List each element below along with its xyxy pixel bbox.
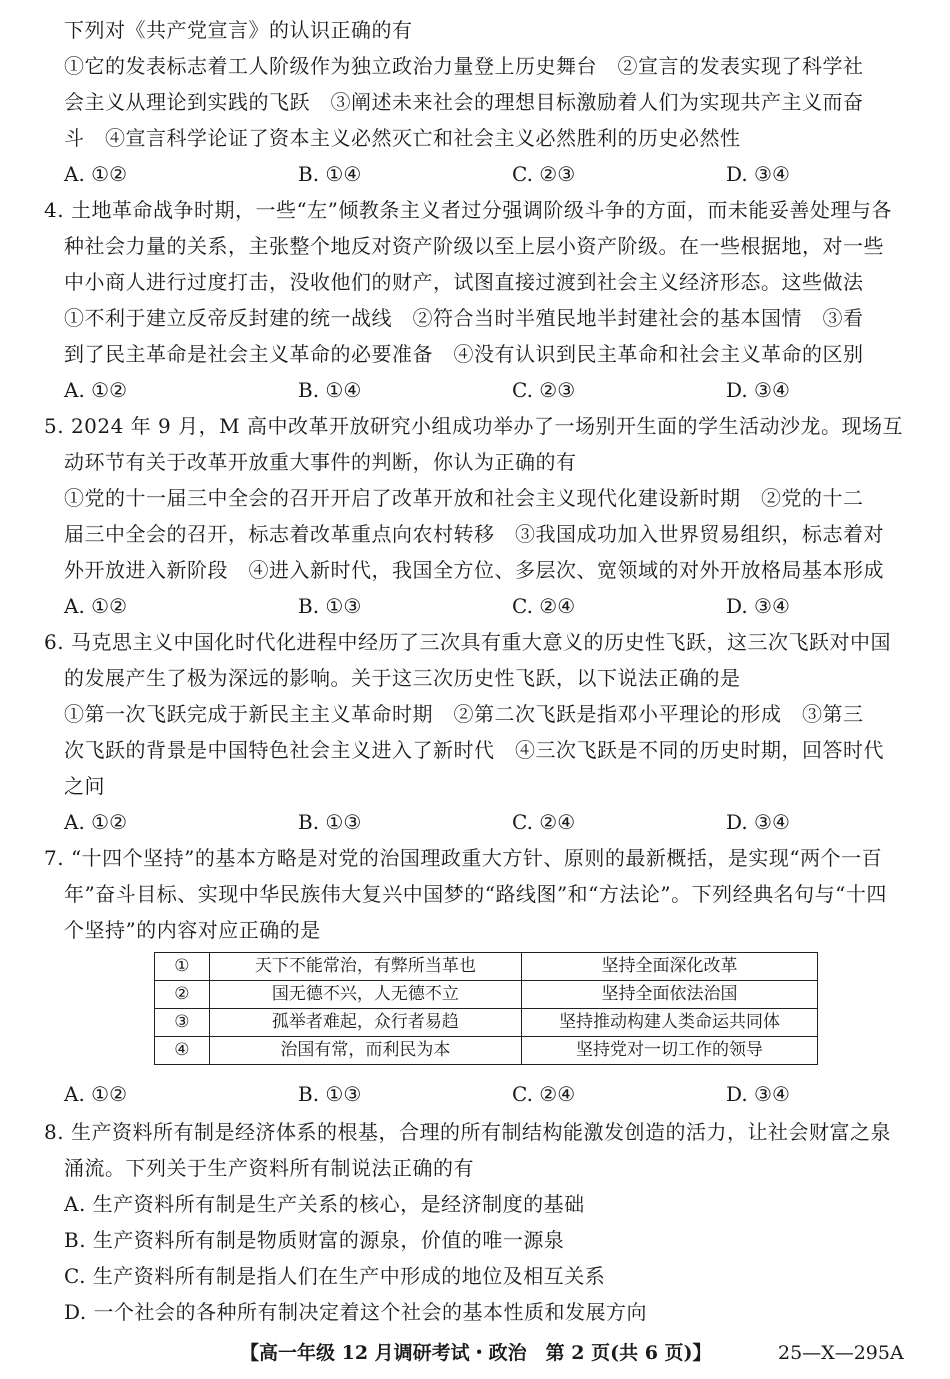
q8-choice-a: A. 生产资料所有制是生产关系的核心，是经济制度的基础 [64,1192,585,1216]
option-b: B. ①④ [298,162,362,186]
q3-options [64,160,904,188]
principle: 坚持全面深化改革 [521,953,817,981]
option-d: D. ③④ [726,162,790,186]
option-c: C. ②④ [512,810,576,834]
option-d: D. ③④ [726,1082,790,1106]
principle: 坚持党对一切工作的领导 [521,1037,817,1065]
principle: 坚持全面依法治国 [521,981,817,1009]
row-number: ② [155,981,210,1009]
q7-line: 7. “十四个坚持”的基本方略是对党的治国理政重大方针、原则的最新概括，是实现“两个一百 [44,846,883,870]
q4-line: 到了民主革命是社会主义革命的必要准备 ④没有认识到民主革命和社会主义革命的区别 [64,342,864,366]
exam-code: 25—X—295A [778,1342,904,1364]
option-b: B. ①④ [298,378,362,402]
option-b: B. ①③ [298,594,362,618]
q4-line: 4. 土地革命战争时期，一些“左”倾教条主义者过分强调阶级斗争的方面，而未能妥善处理与各 [44,198,892,222]
q3-line: 斗 ④宣言科学论证了资本主义必然灭亡和社会主义必然胜利的历史必然性 [64,126,741,150]
q7-options [64,1080,904,1108]
q8-choice-c: C. 生产资料所有制是指人们在生产中形成的地位及相互关系 [64,1264,606,1288]
q8-line: 8. 生产资料所有制是经济体系的根基，合理的所有制结构能激发创造的活力，让社会财富之泉 [44,1120,891,1144]
q5-line: ①党的十一届三中全会的召开开启了改革开放和社会主义现代化建设新时期 ②党的十二 [64,486,864,510]
q4-line: ①不利于建立反帝反封建的统一战线 ②符合当时半殖民地半封建社会的基本国情 ③看 [64,306,864,330]
row-number: ④ [155,1037,210,1065]
option-a: A. ①② [64,378,128,402]
q8-line: 涌流。下列关于生产资料所有制说法正确的有 [64,1156,474,1180]
q5-line: 外开放进入新阶段 ④进入新时代，我国全方位、多层次、宽领域的对外开放格局基本形成 [64,558,884,582]
table-row [155,953,818,981]
q6-line: 6. 马克思主义中国化时代化进程中经历了三次具有重大意义的历史性飞跃，这三次飞跃对中国 [44,630,891,654]
table-row [155,981,818,1009]
classic-quote: 天下不能常治，有弊所当革也 [209,953,521,981]
option-d: D. ③④ [726,810,790,834]
table-row [155,1037,818,1065]
q4-line: 种社会力量的关系，主张整个地反对资产阶级以至上层小资产阶级。在一些根据地，对一些 [64,234,884,258]
q6-options [64,808,904,836]
option-c: C. ②③ [512,162,576,186]
q3-line: 会主义从理论到实践的飞跃 ③阐述未来社会的理想目标激励着人们为实现共产主义而奋 [64,90,864,114]
q5-options [64,592,904,620]
q6-line: 次飞跃的背景是中国特色社会主义进入了新时代 ④三次飞跃是不同的历史时期，回答时代 [64,738,884,762]
q5-line: 5. 2024 年 9 月，M 高中改革开放研究小组成功举办了一场别开生面的学生活动沙龙。现场互 [44,414,903,438]
q4-line: 中小商人进行过度打击，没收他们的财产，试图直接过渡到社会主义经济形态。这些做法 [64,270,864,294]
row-number: ① [155,953,210,981]
q8-choice-b: B. 生产资料所有制是物质财富的源泉，价值的唯一源泉 [64,1228,565,1252]
q8-choice-d: D. 一个社会的各种所有制决定着这个社会的基本性质和发展方向 [64,1300,648,1324]
quote-principle-table [154,952,818,1065]
q6-line: ①第一次飞跃完成于新民主主义革命时期 ②第二次飞跃是指邓小平理论的形成 ③第三 [64,702,864,726]
table-row [155,1009,818,1037]
q4-options [64,376,904,404]
q3-line: ①它的发表标志着工人阶级作为独立政治力量登上历史舞台 ②宣言的发表实现了科学社 [64,54,864,78]
page-footer [0,1338,950,1368]
option-c: C. ②④ [512,594,576,618]
row-number: ③ [155,1009,210,1037]
q3-stem: 下列对《共产党宣言》的认识正确的有 [64,18,413,42]
option-a: A. ①② [64,810,128,834]
q5-line: 动环节有关于改革开放重大事件的判断，你认为正确的有 [64,450,577,474]
q5-line: 届三中全会的召开，标志着改革重点向农村转移 ③我国成功加入世界贸易组织，标志着对 [64,522,884,546]
option-a: A. ①② [64,162,128,186]
classic-quote: 国无德不兴，人无德不立 [209,981,521,1009]
option-a: A. ①② [64,594,128,618]
q7-line: 个坚持”的内容对应正确的是 [64,918,321,942]
option-c: C. ②③ [512,378,576,402]
classic-quote: 治国有常，而利民为本 [209,1037,521,1065]
option-d: D. ③④ [726,594,790,618]
q7-line: 年”奋斗目标、实现中华民族伟大复兴中国梦的“路线图”和“方法论”。下列经典名句与“十四 [64,882,887,906]
q6-line: 之问 [64,774,105,798]
footer-title: 【高一年级 12 月调研考试・政治 第 2 页(共 6 页)】 [240,1342,712,1364]
q6-line: 的发展产生了极为深远的影响。关于这三次历史性飞跃，以下说法正确的是 [64,666,741,690]
principle: 坚持推动构建人类命运共同体 [521,1009,817,1037]
option-c: C. ②④ [512,1082,576,1106]
option-a: A. ①② [64,1082,128,1106]
option-d: D. ③④ [726,378,790,402]
classic-quote: 孤举者难起，众行者易趋 [209,1009,521,1037]
option-b: B. ①③ [298,810,362,834]
option-b: B. ①③ [298,1082,362,1106]
